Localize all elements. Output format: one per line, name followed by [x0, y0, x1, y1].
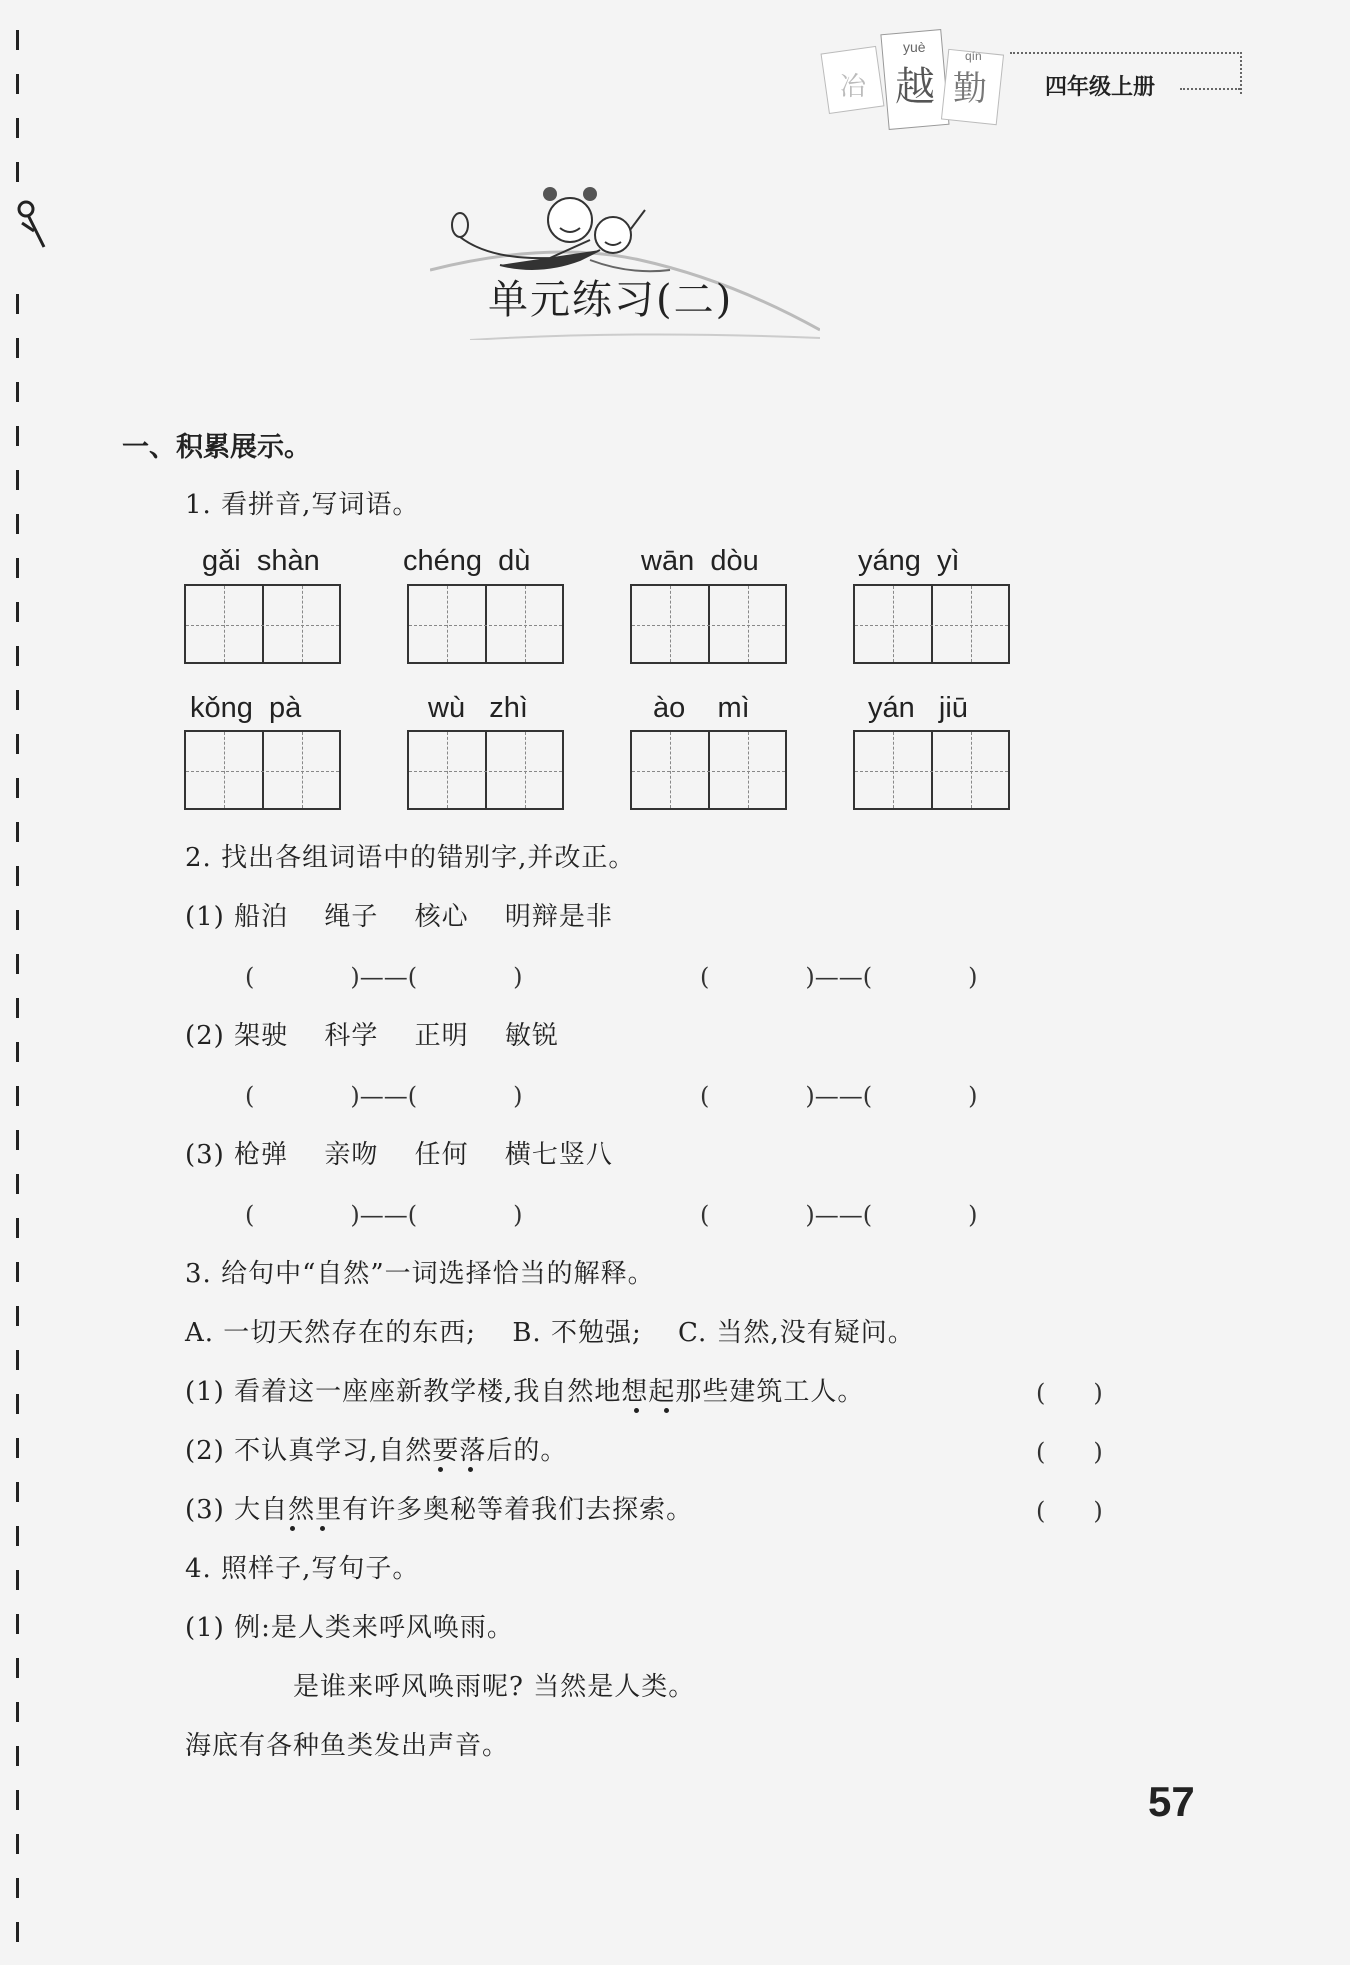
q4-example-answer: 是谁来呼风唤雨呢? 当然是人类。 — [293, 1672, 696, 1702]
cut-line-dash — [16, 1218, 19, 1238]
pinyin-label: ào mì — [653, 692, 750, 724]
cut-line-dash — [16, 778, 19, 798]
q3-item: (2) 不认真学习,自然要落后的。 — [185, 1436, 568, 1466]
page-title: 单元练习(二) — [488, 277, 734, 323]
emphasis-dot — [664, 1408, 669, 1413]
pinyin-label: wān dòu — [641, 545, 759, 577]
cut-line-dash — [16, 74, 19, 94]
section-heading: 一、积累展示。 — [122, 432, 311, 463]
writing-grid[interactable] — [184, 730, 341, 810]
cut-line-dash — [16, 866, 19, 886]
writing-grid[interactable] — [184, 584, 341, 664]
cut-line-dash — [16, 426, 19, 446]
q4-example: (1) 例:是人类来呼风唤雨。 — [185, 1613, 514, 1643]
book-series-logo — [815, 20, 1015, 140]
cut-line-dash — [16, 1746, 19, 1766]
cut-line-dash — [16, 1174, 19, 1194]
pinyin-label: yáng yì — [858, 545, 960, 577]
cut-line-dash — [16, 1262, 19, 1282]
emphasis-dot — [290, 1526, 295, 1531]
answer-blank[interactable]: ( )——( ) — [245, 1082, 523, 1110]
cut-line-dash — [16, 338, 19, 358]
answer-blank[interactable]: ( )——( ) — [245, 1201, 523, 1229]
svg-text:yuè: yuè — [903, 39, 926, 55]
cut-line-dash — [16, 382, 19, 402]
cut-line-dash — [16, 118, 19, 138]
cut-line-dash — [16, 1086, 19, 1106]
writing-grid[interactable] — [407, 584, 564, 664]
answer-blank[interactable]: ( )——( ) — [700, 1201, 978, 1229]
cut-line-dash — [16, 1394, 19, 1414]
cut-line-dash — [16, 954, 19, 974]
cut-line-dash — [16, 470, 19, 490]
cut-line-dash — [16, 1306, 19, 1326]
answer-blank[interactable]: ( )——( ) — [245, 963, 523, 991]
q2-group-label: (3) 枪弹 亲吻 任何 横七竖八 — [185, 1140, 613, 1170]
writing-grid[interactable] — [853, 584, 1010, 664]
cut-line-dash — [16, 1130, 19, 1150]
scissors-icon — [14, 195, 50, 259]
cut-line-dash — [16, 558, 19, 578]
writing-grid[interactable] — [407, 730, 564, 810]
cut-line-dash — [16, 690, 19, 710]
cut-line-dash — [16, 30, 19, 50]
q3-prompt: 3. 给句中“自然”一词选择恰当的解释。 — [185, 1259, 655, 1289]
pinyin-label: wù zhì — [428, 692, 528, 724]
page-number: 57 — [1148, 1778, 1195, 1825]
svg-text:越: 越 — [895, 64, 935, 110]
cut-line-dash — [16, 1350, 19, 1370]
cut-line-dash — [16, 1570, 19, 1590]
cut-line-dash — [16, 1834, 19, 1854]
cut-line-dash — [16, 1438, 19, 1458]
pinyin-label: yán jiū — [868, 692, 968, 724]
cut-line-dash — [16, 162, 19, 182]
q2-prompt: 2. 找出各组词语中的错别字,并改正。 — [185, 843, 636, 873]
svg-text:冶: 冶 — [840, 72, 867, 102]
cut-line-dash — [16, 1702, 19, 1722]
cut-line-dash — [16, 1790, 19, 1810]
writing-grid[interactable] — [630, 584, 787, 664]
cut-line-dash — [16, 734, 19, 754]
header-dotted-line — [1180, 88, 1240, 90]
q3-item: (3) 大自然里有许多奥秘等着我们去探索。 — [185, 1495, 694, 1525]
q3-options: A. 一切天然存在的东西; B. 不勉强; C. 当然,没有疑问。 — [185, 1318, 915, 1348]
emphasis-dot — [634, 1408, 639, 1413]
emphasis-dot — [320, 1526, 325, 1531]
q2-group-label: (1) 船泊 绳子 核心 明辩是非 — [185, 902, 613, 932]
writing-grid[interactable] — [630, 730, 787, 810]
cut-line-dash — [16, 998, 19, 1018]
svg-text:勤: 勤 — [953, 69, 987, 109]
grade-label: 四年级上册 — [1045, 74, 1156, 99]
q4-task: 海底有各种鱼类发出声音。 — [185, 1731, 510, 1761]
q3-item: (1) 看着这一座座新教学楼,我自然地想起那些建筑工人。 — [185, 1377, 865, 1407]
cut-line-dash — [16, 1878, 19, 1898]
answer-blank[interactable]: ( )——( ) — [700, 1082, 978, 1110]
q1-prompt: 1. 看拼音,写词语。 — [185, 490, 420, 520]
cut-line-dash — [16, 646, 19, 666]
answer-blank[interactable]: ( ) — [1036, 1438, 1103, 1466]
pinyin-label: kǒng pà — [190, 692, 302, 724]
emphasis-dot — [468, 1467, 473, 1472]
cut-line-dash — [16, 1922, 19, 1942]
cut-line-dash — [16, 514, 19, 534]
writing-grid[interactable] — [853, 730, 1010, 810]
answer-blank[interactable]: ( ) — [1036, 1497, 1103, 1525]
svg-text:qín: qín — [965, 49, 982, 63]
cut-line-dash — [16, 1526, 19, 1546]
pinyin-label: chéng dù — [403, 545, 531, 577]
cut-line-dash — [16, 822, 19, 842]
cut-line-dash — [16, 1658, 19, 1678]
answer-blank[interactable]: ( )——( ) — [700, 963, 978, 991]
cut-line — [14, 30, 22, 1930]
cut-line-dash — [16, 1482, 19, 1502]
cut-line-dash — [16, 1042, 19, 1062]
cut-line-dash — [16, 1614, 19, 1634]
cut-line-dash — [16, 602, 19, 622]
answer-blank[interactable]: ( ) — [1036, 1379, 1103, 1407]
q2-group-label: (2) 架驶 科学 正明 敏锐 — [185, 1021, 559, 1051]
q4-prompt: 4. 照样子,写句子。 — [185, 1554, 420, 1584]
cut-line-dash — [16, 294, 19, 314]
pinyin-label: gǎi shàn — [202, 545, 320, 577]
emphasis-dot — [438, 1467, 443, 1472]
cut-line-dash — [16, 910, 19, 930]
